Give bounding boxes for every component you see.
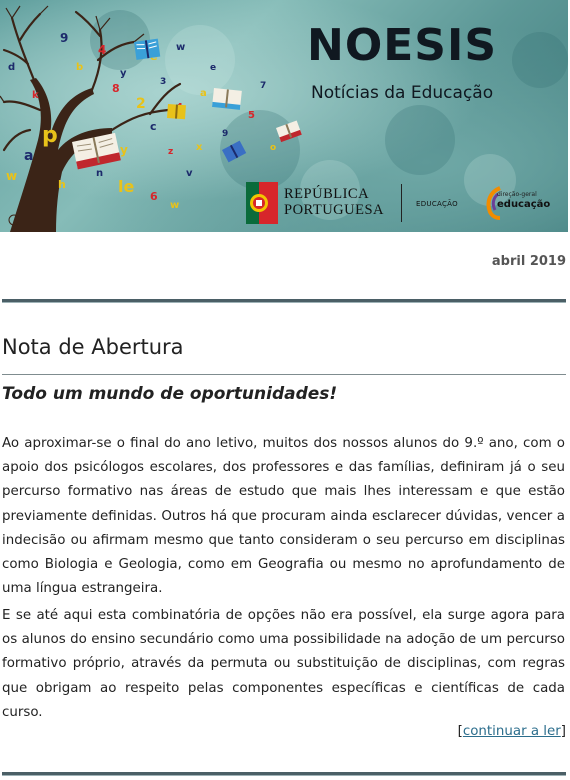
svg-text:w: w	[170, 200, 180, 211]
title-underline	[2, 374, 566, 375]
continue-reading: [continuar a ler]	[457, 724, 566, 739]
svg-text:h: h	[58, 178, 66, 191]
newsletter-title: NOESIS	[307, 20, 498, 71]
svg-text:3: 3	[160, 77, 167, 87]
svg-text:c: c	[150, 120, 157, 133]
article-paragraph: E se até aqui esta combinatória de opções não era possível, ela surge agora para os alunos do ensino secundário como uma possibilidade na adoção de um percurso formativo próprio, através da permuta ou substituição de disciplinas, com regras que obrigam ao respeito pelas componentes específicas e científicas de cada curso.	[2, 608, 565, 720]
svg-text:w: w	[6, 169, 18, 183]
svg-text:d: d	[8, 62, 16, 73]
section-title: Nota de Abertura	[2, 335, 184, 359]
republica-portuguesa-label: REPÚBLICA PORTUGUESA	[284, 186, 385, 218]
svg-text:v: v	[186, 168, 193, 179]
bottom-divider	[2, 772, 566, 776]
svg-text:2: 2	[136, 96, 146, 112]
article-heading: Todo um mundo de oportunidades!	[2, 384, 338, 404]
svg-text:k: k	[32, 90, 39, 101]
logo-divider	[401, 184, 402, 222]
ministry-label: EDUCAÇÃO	[416, 200, 458, 208]
article-paragraph: Ao aproximar-se o final do ano letivo, muitos dos nossos alunos do 9.º ano, com o apoio dos psicólogos escolares, dos professores e das famílias, definiram já o seu percurso formativo nas áreas de estudo que mais lhes interessam e que estão previamente definidas. Outros há que procuram ainda esclarecer dúvidas, vencer a indecisão ou afirmam mesmo que tanto consideram o seu percurso em disciplinas como Biologia e Geologia, como em Geografia ou mesmo no aprofundamento de uma língua estrangeira.	[2, 436, 565, 597]
svg-text:o: o	[270, 143, 277, 153]
svg-text:e: e	[210, 63, 217, 73]
svg-text:b: b	[76, 62, 84, 73]
svg-text:8: 8	[112, 82, 120, 95]
svg-text:y: y	[120, 143, 128, 157]
dge-logo-label: direção-geral educação	[497, 191, 551, 210]
svg-text:n: n	[96, 168, 104, 179]
newsletter-banner	[0, 0, 568, 232]
svg-text:9: 9	[60, 31, 69, 45]
svg-text:a: a	[200, 88, 207, 99]
svg-text:le: le	[118, 177, 135, 196]
svg-text:9: 9	[222, 129, 229, 139]
section-divider	[2, 299, 566, 303]
svg-text:6: 6	[150, 190, 158, 203]
continue-reading-link[interactable]: continuar a ler	[462, 724, 561, 739]
newsletter-subtitle: Notícias da Educação	[311, 83, 494, 103]
svg-text:a: a	[24, 148, 34, 164]
republica-emblem-icon	[246, 182, 278, 224]
svg-text:y: y	[120, 68, 127, 79]
svg-text:p: p	[42, 123, 58, 148]
svg-text:7: 7	[260, 81, 267, 91]
svg-text:w: w	[176, 42, 186, 53]
issue-date: abril 2019	[491, 254, 566, 269]
partner-logos	[246, 180, 566, 226]
svg-text:x: x	[196, 142, 203, 153]
svg-text:4: 4	[98, 43, 107, 57]
svg-text:5: 5	[248, 110, 255, 121]
svg-text:z: z	[168, 147, 174, 157]
